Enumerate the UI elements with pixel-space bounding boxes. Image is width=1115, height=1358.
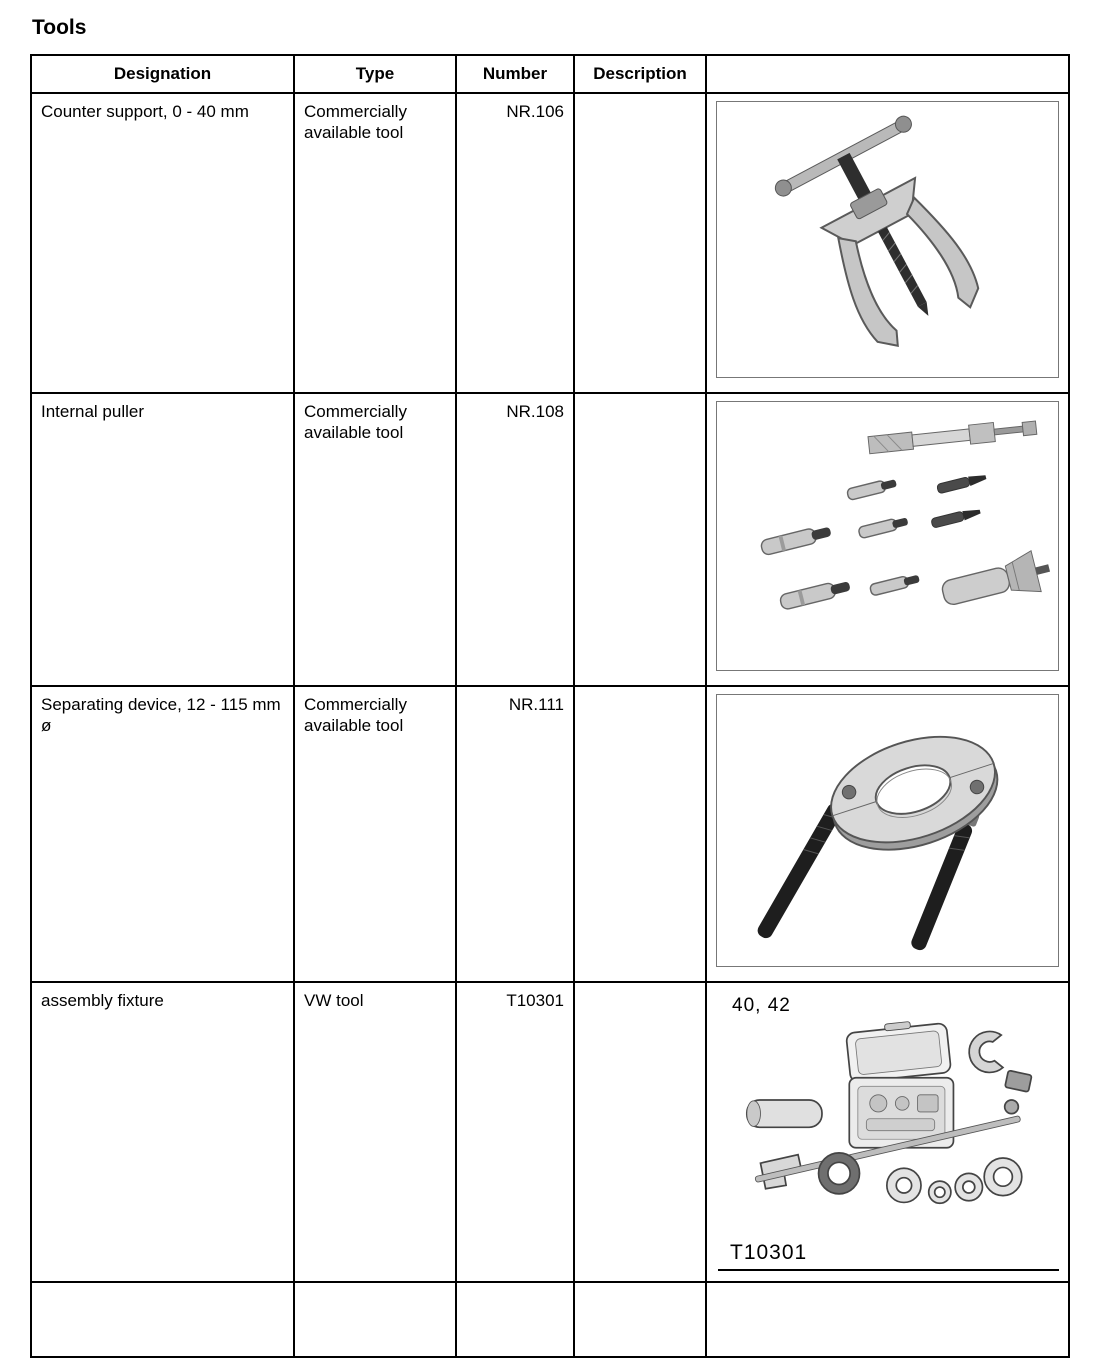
tool-figure [716,990,1059,1271]
tools-table [30,54,1070,1358]
cell-designation: Separating device, 12 - 115 mm ø [31,686,294,982]
cell-type: Commercially available tool [294,393,456,686]
tool-photo-frame [716,401,1059,671]
header-row [31,55,1069,93]
col-header-type: Type [294,55,456,93]
cell-number: NR.111 [456,686,574,982]
cell-type: Commercially available tool [294,93,456,393]
cell-type [294,1282,456,1357]
figure-caption: T10301 [718,1240,1059,1271]
tool-photo-frame [716,694,1059,967]
col-header-designation: Designation [31,55,294,93]
cell-designation [31,1282,294,1357]
counter-support-puller-image [723,110,1053,370]
cell-type: Commercially available tool [294,686,456,982]
cell-description [574,93,706,393]
cell-number: T10301 [456,982,574,1282]
col-header-number: Number [456,55,574,93]
cell-image [706,686,1069,982]
cell-image [706,982,1069,1282]
cell-designation: Counter support, 0 - 40 mm [31,93,294,393]
table-row [31,93,1069,393]
cell-image [706,93,1069,393]
table-row [31,393,1069,686]
internal-puller-set-image [719,407,1057,665]
cell-description [574,686,706,982]
cell-description [574,393,706,686]
table-row [31,1282,1069,1357]
figure-item-numbers: 40, 42 [732,995,791,1016]
cell-image [706,393,1069,686]
cell-designation: assembly fixture [31,982,294,1282]
tool-photo-frame [716,101,1059,378]
table-row [31,982,1069,1282]
cell-number: NR.108 [456,393,574,686]
page-title: Tools [32,16,87,39]
col-header-description: Description [574,55,706,93]
table-row [31,686,1069,982]
cell-description [574,982,706,1282]
cell-number: NR.106 [456,93,574,393]
col-header-image [706,55,1069,93]
assembly-fixture-image [718,1018,1054,1240]
cell-type: VW tool [294,982,456,1282]
separating-device-image [719,701,1057,961]
cell-description [574,1282,706,1357]
cell-number [456,1282,574,1357]
cell-designation: Internal puller [31,393,294,686]
cell-image [706,1282,1069,1357]
